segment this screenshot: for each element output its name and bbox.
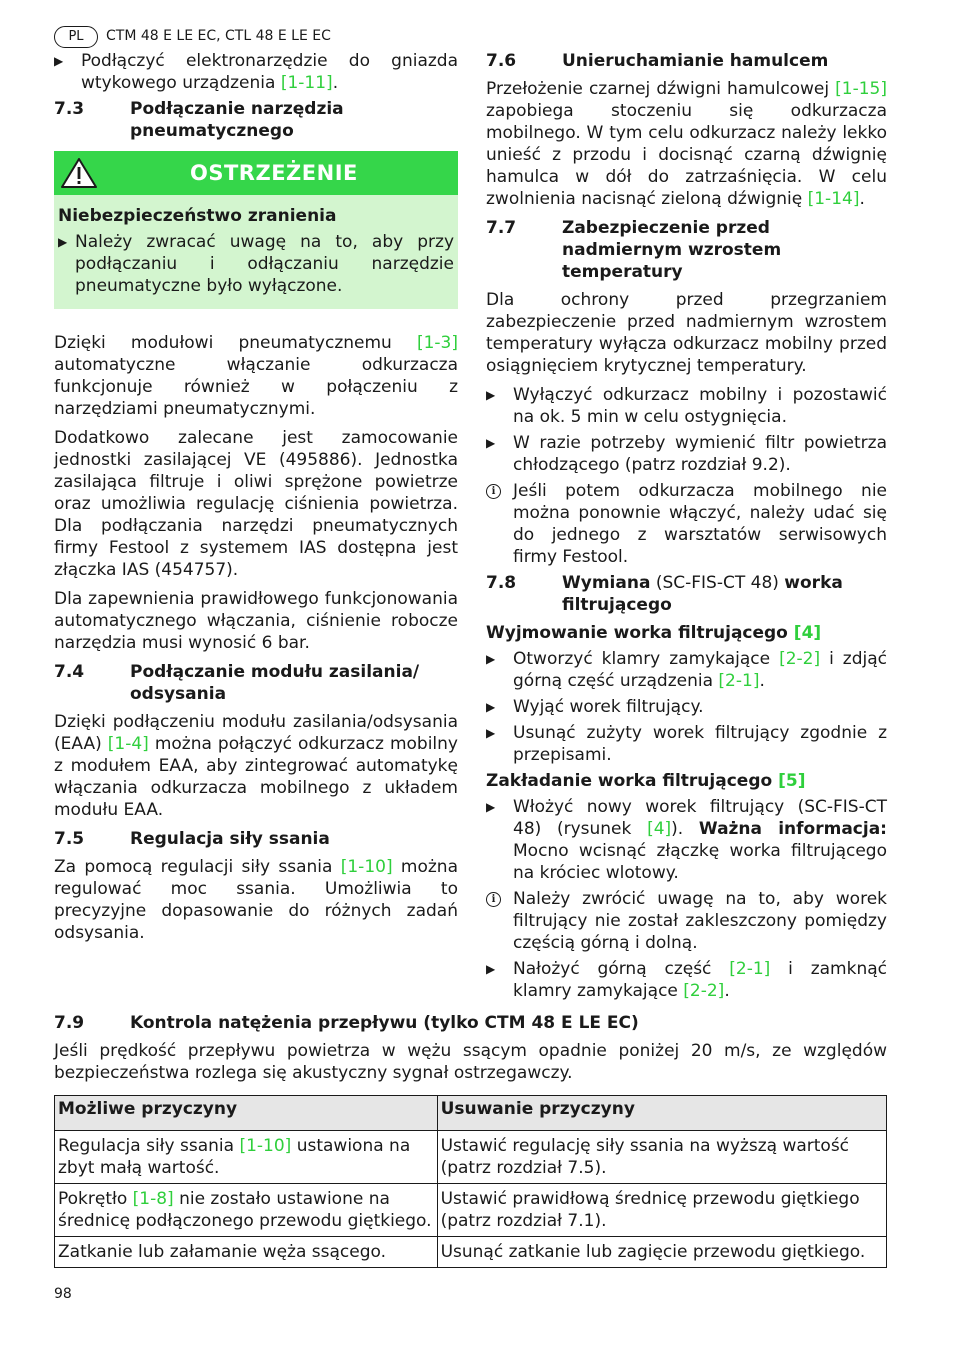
column-header: Usuwanie przyczyny: [437, 1096, 886, 1131]
warning-triangle-icon: [54, 157, 104, 189]
figure-ref: [1-11]: [280, 73, 333, 93]
figure-ref: [1-8]: [132, 1189, 174, 1209]
paragraph: Dzięki podłączeniu modułu zasilania/odsysania (EAA) [1-4] można połączyć odkurzacz mobilny z modułem EAA, aby zintegrować automatykę włączania odkurzacza mobilnego z układem modułu EAA.: [54, 712, 458, 820]
header-model: CTM 48 E LE EC, CTL 48 E LE EC: [106, 28, 331, 44]
table-header-row: [55, 1096, 887, 1131]
subheading-remove-bag: Wyjmowanie worka filtrującego [4]: [486, 623, 822, 643]
subheading-insert-bag: Zakładanie worka filtrującego [5]: [486, 771, 806, 791]
paragraph: Za pomocą regulacji siły ssania [1-10] można regulować moc ssania. Umożliwia to precyzyjne dopasowanie do różnych zadań odsysania.: [54, 857, 459, 943]
bullet-item: ▶ Nałożyć górną część [2-1] i zamknąć klamry zamykające [2-2].: [486, 959, 887, 1001]
language-badge: PL: [54, 26, 98, 48]
figure-ref: [2-1]: [729, 959, 771, 979]
arrow-bullet-icon: ▶: [486, 700, 496, 714]
bullet-item: ▶ W razie potrzeby wymienić filtr powietrza chłodzącego (patrz rozdział 9.2).: [486, 433, 887, 475]
warning-title: OSTRZEŻENIE: [190, 161, 358, 185]
paragraph: Dla zapewnienia prawidłowego funkcjonowania automatycznego włączania, ciśnienie robocze narzędzia musi wynosić 6 bar.: [54, 589, 458, 653]
figure-ref: [4]: [647, 819, 672, 839]
info-item: i Jeśli potem odkurzacza mobilnego nie można ponownie włączyć, należy udać się do jednego z warsztatów serwisowych firmy Festool.: [486, 480, 887, 568]
cause-cell: Zatkanie lub załamanie węża ssącego.: [55, 1237, 438, 1268]
bullet-item: ▶ Otworzyć klamry zamykające [2-2] i zdjąć górną część urządzenia [2-1].: [486, 649, 887, 691]
bullet-item: ▶ Należy zwracać uwagę na to, aby przy podłączaniu i odłączaniu narzędzie pneumatyczne było wyłączone.: [58, 232, 454, 296]
figure-ref: [2-2]: [683, 981, 725, 1001]
arrow-bullet-icon: ▶: [58, 235, 68, 249]
bullet-item: ▶ Wyłączyć odkurzacz mobilny i pozostawić na ok. 5 min w celu ostygnięcia.: [486, 385, 887, 427]
figure-ref: [1-4]: [107, 734, 149, 754]
section-7-9: [54, 1012, 887, 1091]
cause-cell: Regulacja siły ssania [1-10] ustawiona na zbyt małą wartość.: [55, 1131, 438, 1184]
column-header: Możliwe przyczyny: [55, 1096, 438, 1131]
warning-body: [54, 195, 458, 309]
cause-cell: Pokrętło [1-8] nie zostało ustawione na średnicę podłączonego przewodu giętkiego.: [55, 1184, 438, 1237]
paragraph: Jeśli prędkość przepływu powietrza w wężu ssącym opadnie poniżej 20 m/s, ze względów bezpieczeństwa rozlega się akustyczny sygnał ostrzegawczy.: [54, 1041, 887, 1083]
figure-ref: [4]: [793, 623, 822, 643]
paragraph: Przełożenie czarnej dźwigni hamulcowej [1-15] zapobiega stoczeniu się odkurzacza mobilnego. W tym celu odkurzacz należy lekko unieść z przodu i docisnąć czarną dźwignię hamulca w dół do zatrzaśnięcia. W celu zwolnienia nacisnąć zieloną dźwignię [1-14].: [486, 79, 887, 209]
remedy-cell: Usunąć zatkanie lub zagięcie przewodu giętkiego.: [437, 1237, 886, 1268]
info-icon: i: [486, 484, 501, 499]
info-item: i Należy zwrócić uwagę na to, aby worek filtrujący nie został zakleszczony pomiędzy częścią górną i dolną.: [486, 888, 887, 954]
page-number: 98: [54, 1286, 72, 1302]
section-heading-7-8: 7.8 Wymiana (SC-FIS-CT 48) worka filtrującego: [486, 573, 843, 615]
figure-ref: [1-3]: [416, 333, 458, 353]
bullet-item: ▶ Włożyć nowy worek filtrujący (SC-FIS-CT 48) (rysunek [4]). Ważna informacja: Mocno wcisnąć złączkę worka filtrującego na króciec wlotowy.: [486, 797, 887, 883]
section-heading-7-3: 7.3 Podłączanie narzędzia pneumatycznego: [54, 99, 344, 141]
paragraph: Dodatkowo zalecane jest zamocowanie jednostki zasilającej VE (495886). Jednostka zasilająca filtruje i oliwi sprężone powietrze oraz umożliwia regulację ciśnienia powietrza. Dla podłączania narzędzi pneumatycznych firmy Festool z systemem IAS dostępna jest złączka IAS (454757).: [54, 428, 458, 580]
table-row: [55, 1131, 887, 1184]
section-heading-7-4: 7.4 Podłączanie modułu zasilania/ odsysania: [54, 662, 420, 704]
arrow-bullet-icon: ▶: [486, 962, 496, 976]
arrow-bullet-icon: ▶: [54, 54, 64, 68]
remedy-cell: Ustawić regulację siły ssania na wyższą wartość (patrz rozdział 7.5).: [437, 1131, 886, 1184]
paragraph: Dla ochrony przed przegrzaniem zabezpieczenie przed nadmiernym wzrostem temperatury wyłącza odkurzacz mobilny przed osiągnięciem krytycznej temperatury.: [486, 290, 887, 376]
figure-ref: [1-15]: [835, 79, 887, 99]
section-heading-7-9: 7.9 Kontrola natężenia przepływu (tylko CTM 48 E LE EC): [54, 1013, 639, 1033]
arrow-bullet-icon: ▶: [486, 436, 496, 450]
figure-ref: [1-10]: [340, 857, 393, 877]
arrow-bullet-icon: ▶: [486, 800, 496, 814]
bullet-item: ▶ Podłączyć elektronarzędzie do gniazda wtykowego urządzenia [1-11].: [54, 51, 458, 93]
figure-ref: [1-14]: [807, 189, 860, 209]
remedy-cell: Ustawić prawidłową średnicę przewodu giętkiego (patrz rozdział 7.1).: [437, 1184, 886, 1237]
info-icon: i: [486, 892, 501, 907]
section-heading-7-7: 7.7 Zabezpieczenie przed nadmiernym wzrostem temperatury: [486, 218, 782, 282]
table-row: [55, 1237, 887, 1268]
figure-ref: [1-10]: [239, 1136, 292, 1156]
warning-subtitle: Niebezpieczeństwo zranienia: [58, 206, 337, 226]
arrow-bullet-icon: ▶: [486, 652, 496, 666]
figure-ref: [5]: [778, 771, 806, 791]
right-column: [486, 50, 887, 1006]
figure-ref: [2-1]: [718, 671, 760, 691]
bullet-item: ▶ Usunąć zużyty worek filtrujący zgodnie z przepisami.: [486, 723, 887, 765]
left-column: [54, 50, 458, 951]
section-heading-7-5: 7.5 Regulacja siły ssania: [54, 829, 330, 849]
arrow-bullet-icon: ▶: [486, 388, 496, 402]
figure-ref: [2-2]: [779, 649, 821, 669]
troubleshooting-table: [54, 1095, 887, 1268]
section-heading-7-6: 7.6 Unieruchamianie hamulcem: [486, 51, 829, 71]
bullet-item: ▶ Wyjąć worek filtrujący.: [486, 697, 704, 717]
warning-header: [54, 151, 458, 195]
arrow-bullet-icon: ▶: [486, 726, 496, 740]
paragraph: Dzięki modułowi pneumatycznemu [1-3] automatyczne włączanie odkurzacza funkcjonuje również w połączeniu z narzędziami pneumatycznymi.: [54, 333, 458, 419]
table-row: [55, 1184, 887, 1237]
